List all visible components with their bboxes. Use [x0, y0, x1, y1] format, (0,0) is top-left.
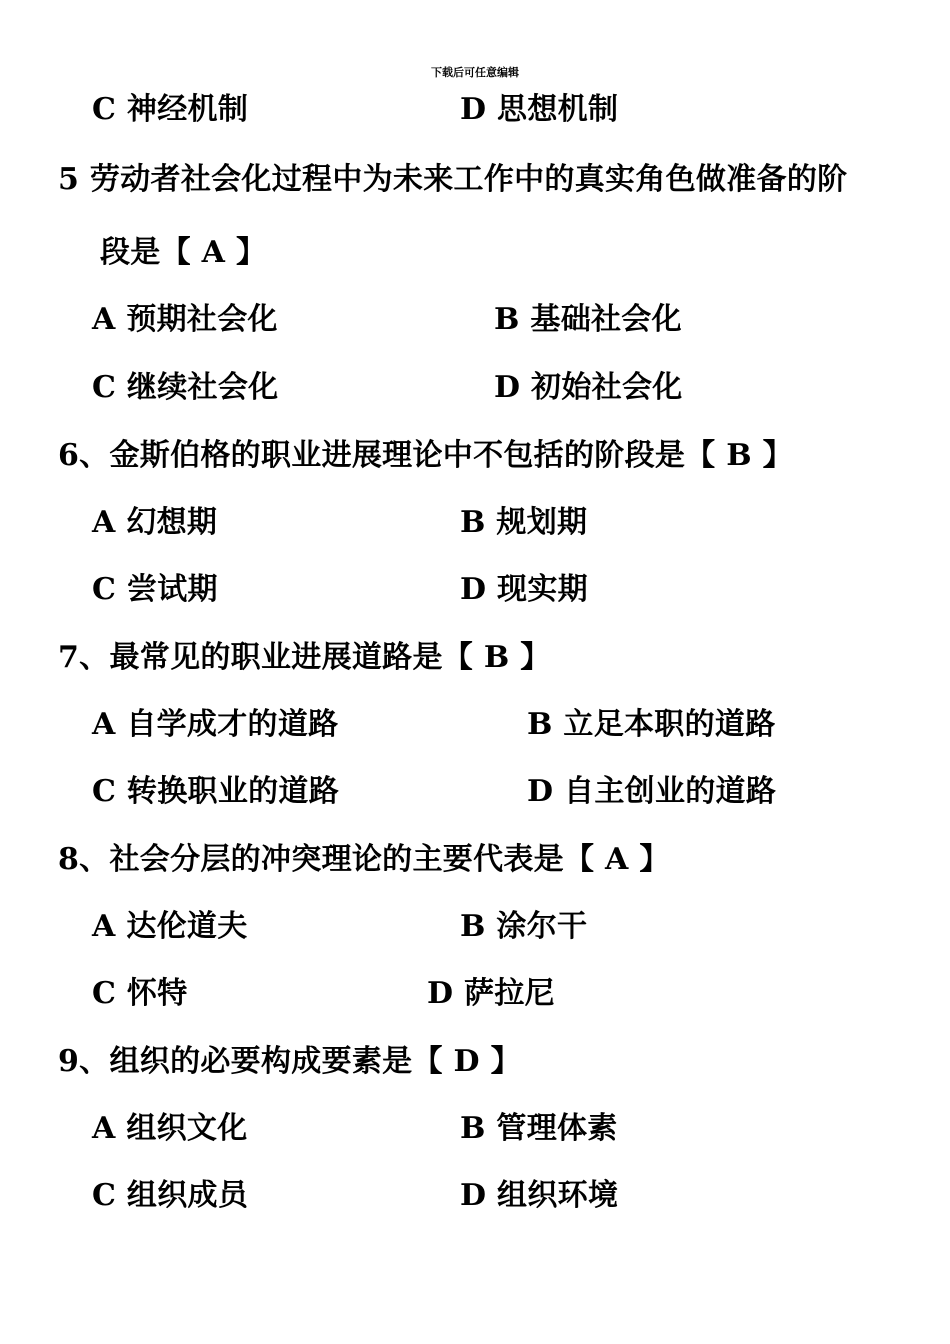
q7-option-c: C 转换职业的道路 — [92, 774, 340, 809]
q6-option-c: C 尝试期 — [92, 572, 218, 607]
q7-question: 7、最常见的职业进展道路是【 B 】 — [58, 640, 551, 675]
q8-question: 8、社会分层的冲突理论的主要代表是【 A 】 — [58, 842, 670, 877]
q5-option-c: C 继续社会化 — [92, 370, 279, 405]
q8-option-c: C 怀特 — [92, 976, 188, 1011]
page-header: 下载后可任意编辑 — [431, 66, 519, 79]
q6-option-a: A 幻想期 — [92, 505, 218, 540]
q7-option-a: A 自学成才的道路 — [92, 707, 339, 742]
q6-option-b: B 规划期 — [460, 505, 588, 540]
q9-option-d: D 组织环境 — [460, 1178, 619, 1213]
q8-option-d: D 萨拉尼 — [427, 976, 555, 1011]
q7-option-b: B 立足本职的道路 — [527, 707, 776, 742]
q9-option-a: A 组织文化 — [92, 1111, 248, 1146]
q5-option-a: A 预期社会化 — [92, 302, 278, 337]
q5-question-line2: 段是【 A 】 — [100, 235, 267, 270]
q9-option-c: C 组织成员 — [92, 1178, 249, 1213]
q9-question: 9、组织的必要构成要素是【 D 】 — [58, 1044, 521, 1079]
q5-option-b: B 基础社会化 — [494, 302, 682, 337]
q6-question: 6、金斯伯格的职业进展理论中不包括的阶段是【 B 】 — [58, 438, 793, 473]
q5-question-line1: 5 劳动者社会化过程中为未来工作中的真实角色做准备的阶 — [58, 162, 848, 197]
q8-option-b: B 涂尔干 — [460, 909, 588, 944]
q4-option-c: C 神经机制 — [92, 92, 249, 127]
q7-option-d: D 自主创业的道路 — [527, 774, 777, 809]
q8-option-a: A 达伦道夫 — [92, 909, 248, 944]
q9-option-b: B 管理体素 — [460, 1111, 618, 1146]
q5-option-d: D 初始社会化 — [494, 370, 683, 405]
q6-option-d: D 现实期 — [460, 572, 588, 607]
q4-option-d: D 思想机制 — [460, 92, 619, 127]
